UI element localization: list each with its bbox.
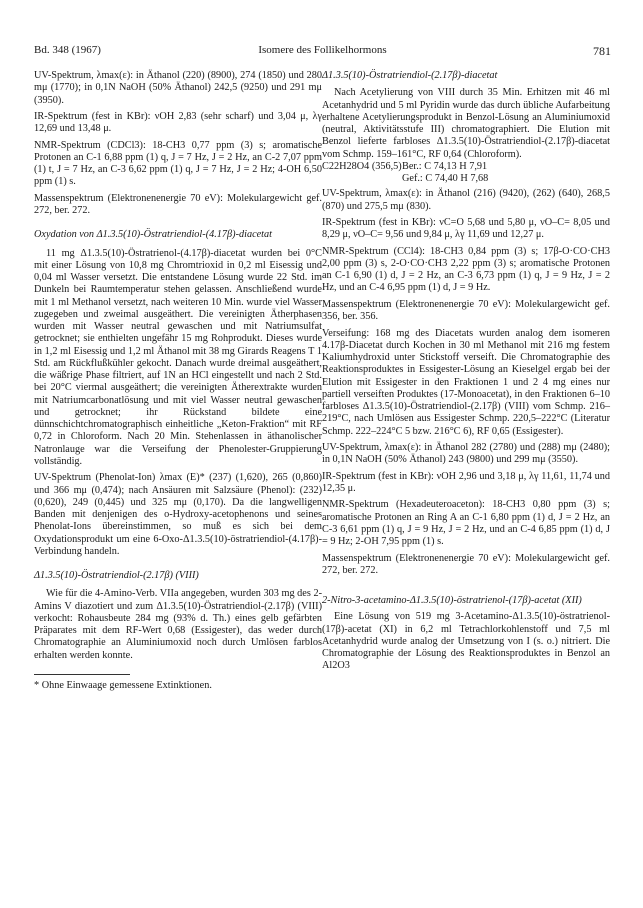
section-spacer bbox=[34, 558, 322, 570]
mass-spectrum-paragraph: Massenspektrum (Elektronenenergie 70 eV): Molekulargewicht gef. 272, ber. 272. bbox=[34, 192, 322, 217]
calculated-values: Ber.: C 74,13 H 7,91 bbox=[402, 160, 488, 172]
uv-spectrum-phenolat-paragraph: UV-Spektrum (Phenolat-Ion) λmax (E)* (237) (1,620), 265 (0,860) und 366 mμ (0,474); nach Ansäuren mit Salzsäure (Phenol): (232) (0,620), 249 (0,445) und 325 mμ (0,170). Da die langwelligen Banden mit denjenigen des o-Hydroxy-acetophenons und seines Phenolat-Ions übereinstimmen, so muß es sich bei dem Oxydationsprodukt um eine 6-Oxo-Δ1.3.5(10)-östratriendiol-(4.17β)-Verbindung handeln. bbox=[34, 472, 322, 557]
uv-spectrum-paragraph: UV-Spektrum, λmax(ε): in Äthanol 282 (2780) und (288) mμ (2480); in 0,1N NaOH (50% Äthanol) 243 (9800) und 299 mμ (3550). bbox=[322, 441, 610, 466]
section-heading-xii: 2-Nitro-3-acetamino-Δ1.3.5(10)-östratrienol-(17β)-acetat (XII) bbox=[322, 595, 582, 606]
found-values: Gef.: C 74,40 H 7,68 bbox=[402, 173, 489, 184]
uv-spectrum-paragraph: UV-Spektrum, λmax(ε): in Äthanol (216) (9420), (262) (640), 268,5 (870) und 275,5 mμ (830). bbox=[322, 188, 610, 212]
uv-spectrum-paragraph: UV-Spektrum, λmax(ε): in Äthanol (220) (8900), 274 (1850) und 280 mμ (1770); in 0,1N NaOH (50% Äthanol) 242,5 (9250) und 291 mμ (3950). bbox=[34, 70, 322, 106]
section-spacer bbox=[34, 217, 322, 229]
nmr-spectrum-paragraph: NMR-Spektrum (Hexadeuteroaceton): 18-CH3 0,80 ppm (3) s; aromatische Protonen an Ring A an C-1 6,80 ppm (1) d, J = 2 Hz, an C-3 6,61 ppm (1) q, J = 9 Hz, J = 2 Hz, und an C-4 6,85 ppm (1) d, J = 9 Hz; 2-OH 7,95 ppm (1) s. bbox=[322, 499, 610, 548]
diacetat-body: Nach Acetylierung von VIII durch 35 Min. Erhitzen mit 46 ml Acetanhydrid und 5 ml Pyridin wurde das durch übliche Aufarbeitung erhaltene Acetylierungsprodukt in Benzol-Lösung an Aluminiumoxid (neutral, Aktivitätsstufe III) chromatographiert. Die Elution mit Benzol lieferte farbloses Δ1.3.5(10)-Östratriendiol-(2.17β)-diacetat vom Schmp. 159–161°C, RF 0,64 (Chloroform). bbox=[322, 87, 610, 160]
journal-volume: Bd. 348 (1967) bbox=[34, 44, 101, 56]
ir-spectrum-paragraph: IR-Spektrum (fest in KBr): νC=O 5,68 und 5,80 μ, νO–C= 8,05 und 8,29 μ, νO–C= 9,56 und 9,84 μ, λγ 11,69 und 12,27 μ. bbox=[322, 216, 610, 241]
right-column bbox=[322, 70, 610, 673]
page-number: 781 bbox=[593, 44, 611, 58]
section-heading-diacetat: Δ1.3.5(10)-Östratriendiol-(2.17β)-diacetat bbox=[322, 70, 498, 81]
mass-spectrum-paragraph: Massenspektrum (Elektronenenergie 70 eV): Molekulargewicht gef. 272, ber. 272. bbox=[322, 552, 610, 576]
molecular-formula-block bbox=[322, 161, 610, 186]
nmr-spectrum-paragraph: NMR-Spektrum (CDCl3): 18-CH3 0,77 ppm (3) s; aromatische Protonen an C-1 6,88 ppm (1) q, J = 7 Hz, J = 2 Hz, an C-2 7,07 ppm (1) t, J = 7 Hz, an C-3 6,62 ppm (1) q, J = 7 Hz, J = 2 Hz; 4-OH 6,50 ppm (1) s. bbox=[34, 139, 322, 188]
running-header bbox=[34, 44, 611, 58]
section-heading-viii: Δ1.3.5(10)-Östratriendiol-(2.17β) (VIII) bbox=[34, 570, 199, 581]
molecular-formula: C22H28O4 (356,5) bbox=[322, 160, 402, 172]
verseifung-paragraph: Verseifung: 168 mg des Diacetats wurden analog dem isomeren 4.17β-Diacetat durch Kochen in 30 ml Methanol mit 216 mg festem Kaliumhydroxid unter Stickstoff verseift. Die Chromatographie des Reaktionsproduktes in Essigester-Lösung an Kieselgel ergab bei der Elution mit Essigester in den Fraktionen 1 und 2 4 mg eines nur partiell verseiften Produktes (17-Monoacetat), in den Fraktionen 6–10 farbloses Δ1.3.5(10)-Östratriendiol-(2.17β) (VIII) vom Schmp. 216–219°C, nach Umlösen aus Essigester Schmp. 220,5–222°C (Literatur Schmp. 222–224°C 5 bzw. 216°C 6), RF 0,65 (Essigester). bbox=[322, 327, 610, 437]
xii-body: Eine Lösung von 519 mg 3-Acetamino-Δ1.3.5(10)-östratrienol-(17β)-acetat (XI) in 6,2 ml Tetrachlorkohlenstoff und 7,5 ml Acetanhydrid wurde analog der Umsetzung von I (s. o.) nitriert. Die Chromatographie der Lösung des Reaktionsproduktes in Benzol an Al2O3 bbox=[322, 611, 610, 672]
footnote-rule bbox=[34, 674, 130, 675]
left-column bbox=[34, 70, 322, 692]
ir-spectrum-paragraph: IR-Spektrum (fest in KBr): νOH 2,83 (sehr scharf) und 3,04 μ, λγ 12,69 und 13,48 μ. bbox=[34, 110, 322, 135]
viii-body: Wie für die 4-Amino-Verb. VIIa angegeben, wurden 303 mg des 2-Amins V diazotiert und zum Δ1.3.5(10)-Östratriendiol-(2.17β) (VIII) verkocht: Rohausbeute 284 mg (93% d. Th.) eines gelb gefärbten Präparates mit dem RF-Wert 0,68 (Essigester), das weder durch Chromatographie an Aluminiumoxid noch durch Umlösen farblos erhalten werden konnte. bbox=[34, 588, 322, 661]
footnote: * Ohne Einwaage gemessene Extinktionen. bbox=[34, 679, 212, 691]
mass-spectrum-paragraph: Massenspektrum (Elektronenenergie 70 eV): Molekulargewicht gef. 356, ber. 356. bbox=[322, 298, 610, 323]
running-title: Isomere des Follikelhormons bbox=[258, 44, 387, 56]
section-spacer bbox=[322, 577, 610, 595]
ir-spectrum-paragraph: IR-Spektrum (fest in KBr): νOH 2,96 und 3,18 μ, λγ 11,61, 11,74 und 12,35 μ. bbox=[322, 470, 610, 494]
nmr-spectrum-paragraph: NMR-Spektrum (CCl4): 18-CH3 0,84 ppm (3) s; 17β-O·CO·CH3 2,00 ppm (3) s, 2-O·CO·CH3 2,22 ppm (3) s; aromatische Protonen an C-1 6,90 (1) d, J = 2 Hz, an C-3 6,73 ppm (1) q, J = 9 Hz, J = 2 Hz, und an C-4 6,95 ppm (1) d, J = 9 Hz. bbox=[322, 245, 610, 294]
oxydation-body: 11 mg Δ1.3.5(10)-Östratrienol-(4.17β)-diacetat wurden bei 0°C mit einer Lösung von 10,8 mg Chromtrioxid in 0,2 ml Eisessig und 0,04 ml Wasser versetzt. Die entstandene Lösung wurde 22 Std. im Dunkeln bei Raumtemperatur stehen gelassen. Anschließend wurde mit 1 ml Methanol versetzt, nach weiteren 10 Min. wurde viel Wasser zugegeben und zweimal ausgeäthert. Die vereinigten Ätherphasen wurden mit Wasser neutral gewaschen und mit Natriumsulfat getrocknet; sie enthielten ungefähr 15 mg Rohprodukt. Dieses wurde in 1,2 ml Eisessig und 1,2 ml Äthanol mit 38 mg Girards Reagens T 1 Std. am Rückflußkühler gekocht. Danach wurde dreimal ausgeäthert, die wäßrige Phase filtriert, auf 1N an HCl eingestellt und nach 2 Std. bei 20°C viermal ausgeäthert; die vereinigten Ätherextrakte wurden mit Natriumcarbonatlösung und mit viel Wasser neutral gewaschen und getrocknet; ihr Rückstand bildete eine dünnschichtchromatographisch einheitliche „Keton-Fraktion“ mit RF 0,72 in Chloroform. Nach 20 Min. Stehenlassen in äthanolischer Natronlauge war die Verseifung der Phenolester-Gruppierung vollständig. bbox=[34, 247, 322, 467]
section-heading-oxydation: Oxydation von Δ1.3.5(10)-Östratriendiol-(4.17β)-diacetat bbox=[34, 229, 272, 241]
